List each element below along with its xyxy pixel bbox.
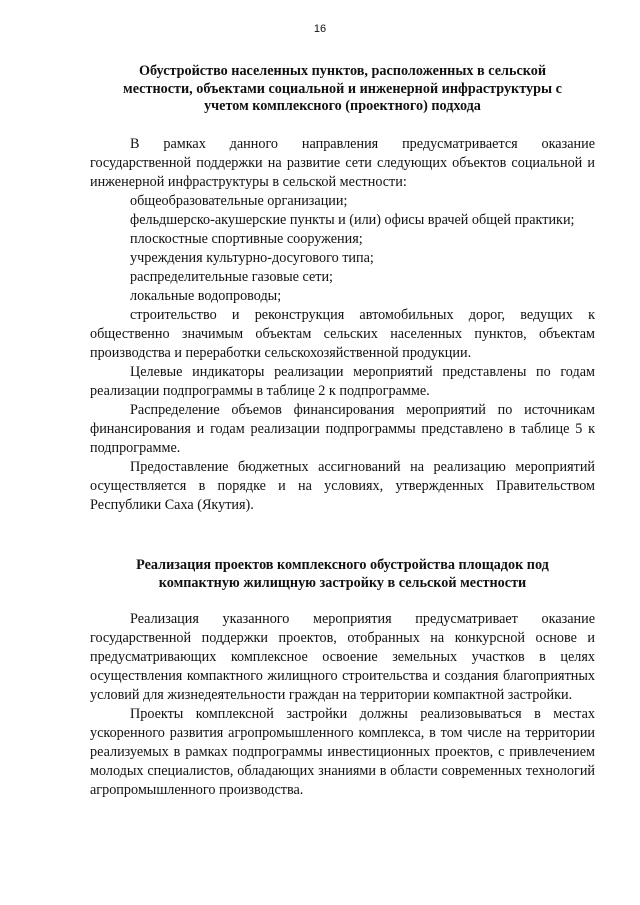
paragraph: Распределение объемов финансирования мероприятий по источникам финансирования и годам реализации подпрограммы представлено в таблице 5 к подпрограмме. [90, 402, 595, 456]
paragraph: Проекты комплексной застройки должны реализовываться в местах ускоренного развития агропромышленного комплекса, в том числе на территории реализуемых в рамках подпрограммы инвестиционных проектов, с привлечением молодых специалистов, обладающих знаниями в области современных технологий агропромышленного производства. [90, 706, 595, 798]
section-body-rural-infrastructure [90, 135, 595, 515]
heading-line: Обустройство населенных пунктов, расположенных в сельской [138, 63, 547, 79]
list-item: фельдшерско-акушерские пункты и (или) офисы врачей общей практики; [130, 212, 575, 228]
paragraph: Целевые индикаторы реализации мероприятий представлены по годам реализации подпрограммы в таблице 2 к подпрограмме. [90, 364, 595, 399]
section-heading-compact-housing [90, 557, 595, 592]
heading-line: Реализация проектов комплексного обустройства площадок под [136, 557, 549, 573]
section-body-compact-housing [90, 610, 595, 800]
paragraph: В рамках данного направления предусматривается оказание государственной поддержки на развитие сети следующих объектов социальной и инженерной инфраструктуры в сельской местности: [90, 136, 595, 190]
heading-line: местности, объектами социальной и инженерной инфраструктуры с [123, 80, 562, 97]
paragraph: Реализация указанного мероприятия предусматривает оказание государственной поддержки проектов, отобранных на конкурсной основе и предусматривающих комплексное освоение земельных участков в целях осуществления компактного жилищного строительства и создания благоприятных условий для жизнедеятельности граждан на территории компактной застройки. [90, 611, 595, 703]
list-item: учреждения культурно-досугового типа; [130, 250, 374, 266]
list-item: строительство и реконструкция автомобильных дорог, ведущих к общественно значимым объектам сельских населенных пунктов, объектам производства и переработки сельскохозяйственной продукции. [90, 307, 595, 361]
list-item: локальные водопроводы; [130, 288, 282, 304]
list-item: плоскостные спортивные сооружения; [130, 231, 363, 247]
paragraph: Предоставление бюджетных ассигнований на реализацию мероприятий осуществляется в порядке и на условиях, утвержденных Правительством Республики Саха (Якутия). [90, 459, 595, 513]
page-number: 16 [313, 23, 327, 35]
list-item: распределительные газовые сети; [130, 269, 333, 285]
heading-line: компактную жилищную застройку в сельской местности [158, 574, 527, 591]
list-item: общеобразовательные организации; [130, 193, 348, 209]
heading-line: учетом комплексного (проектного) подхода [204, 98, 481, 114]
section-heading-rural-infrastructure [90, 63, 595, 116]
